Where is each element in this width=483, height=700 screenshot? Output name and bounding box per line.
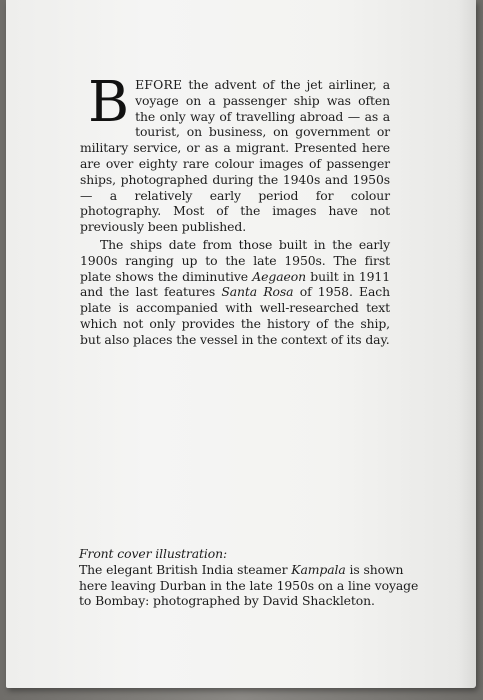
- blurb-paragraph-1: [80, 70, 390, 235]
- book-blurb: [80, 70, 390, 348]
- ship-name-santa-rosa: Santa Rosa: [221, 284, 294, 300]
- blurb-paragraph-2-text-b: built in 1911 and the last features: [80, 268, 390, 300]
- cover-note-line-2: here leaving Durban in the late 1950s on a line voyage: [79, 577, 419, 593]
- blurb-lead-word: EFORE: [135, 77, 183, 92]
- drop-cap-letter: B: [88, 70, 130, 135]
- blurb-paragraph-2: [80, 237, 390, 348]
- blurb-paragraph-2-text-c: of 1958. Each plate is accompanied with well-researched text which not only provides the history of the ship, but also places the vessel in the context of its day.: [80, 284, 390, 347]
- cover-illustration-note: [79, 546, 419, 609]
- page-edge-shadow: [458, 0, 476, 688]
- book-flap-page: [6, 0, 476, 688]
- cover-note-line-1: [79, 562, 419, 578]
- cover-note-line-3: to Bombay: photographed by David Shackleton.: [79, 593, 375, 609]
- ship-name-kampala: Kampala: [291, 561, 346, 577]
- cover-note-line-1-b: is shown: [345, 561, 404, 577]
- cover-note-heading: Front cover illustration:: [79, 546, 228, 561]
- cover-note-line-1-a: The elegant British India steamer: [79, 561, 292, 577]
- blurb-paragraph-2-text-a: The ships date from those built in the early 1900s ranging up to the late 1950s. The first plate shows the diminutive: [80, 236, 390, 284]
- ship-name-aegaeon: Aegaeon: [252, 268, 306, 284]
- blurb-paragraph-1-text: the advent of the jet airliner, a voyage on a passenger ship was often the only way of travelling abroad — as a tourist, on business, on government or military service, or as a migrant. Presented here are over eighty rare colour images of passenger ships, photographed during the 1940s and 1950s — a relatively early period for colour photography. Most of the images have not previously been published.: [80, 77, 390, 235]
